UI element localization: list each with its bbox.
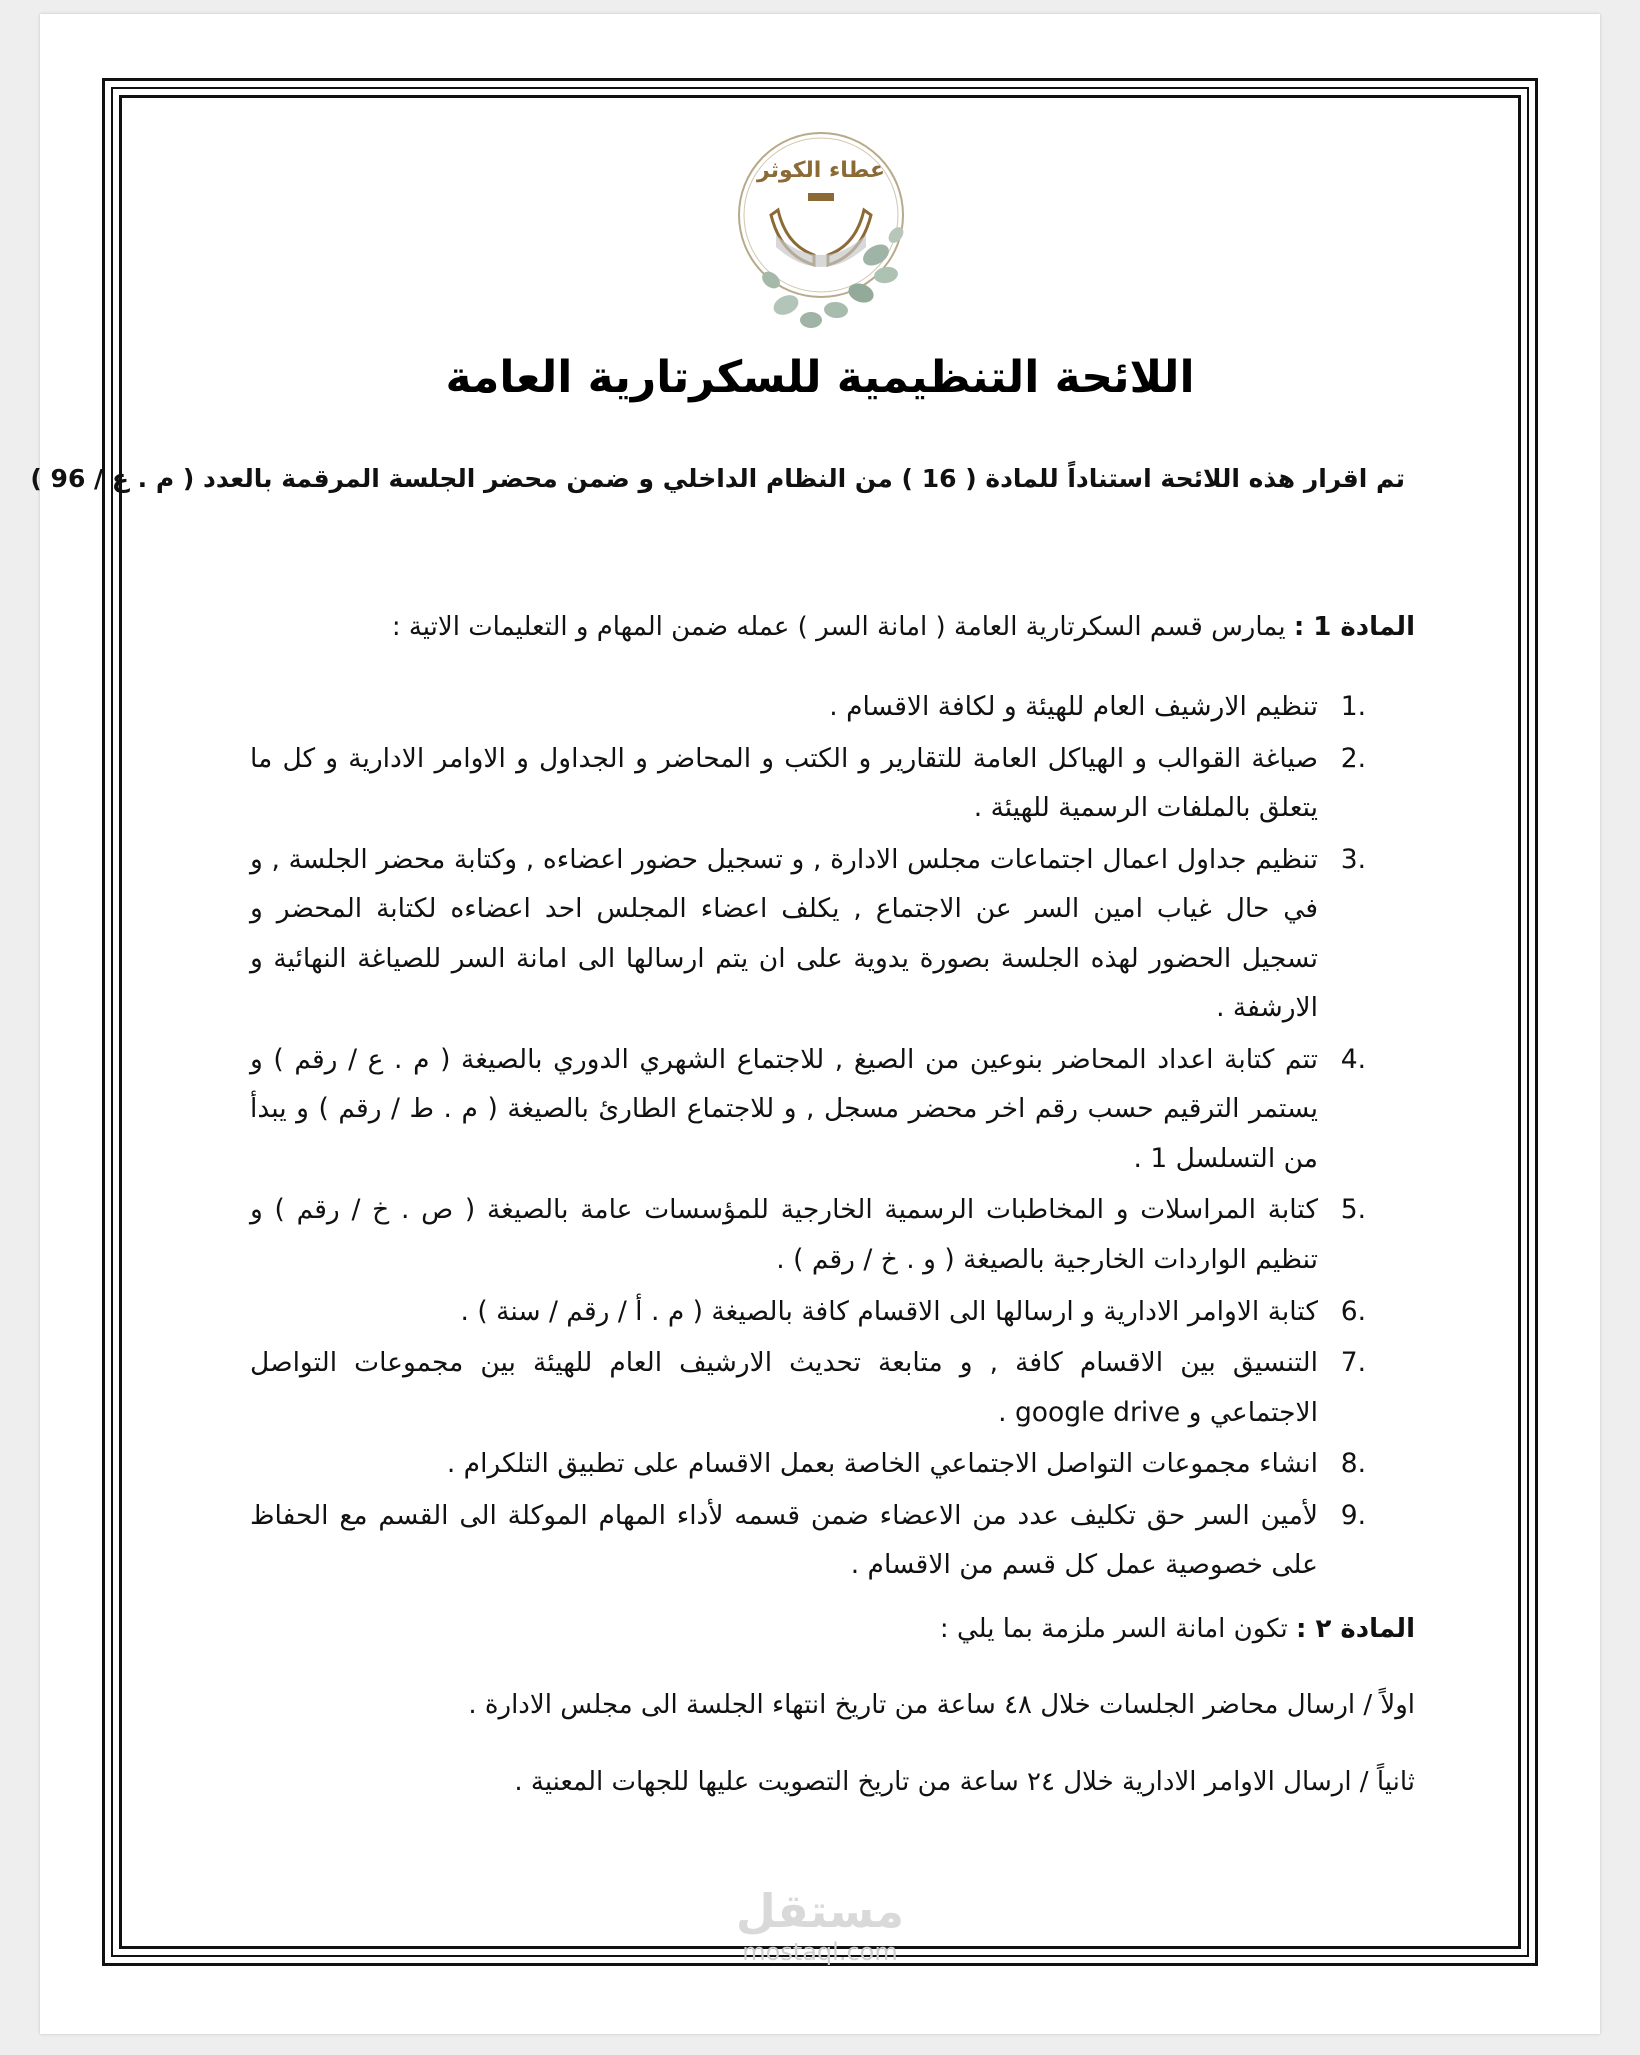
list-item-text: التنسيق بين الاقسام كافة , و متابعة تحديث الارشيف العام للهيئة بين مجموعات التواصل الاجتماعي و google drive . bbox=[250, 1347, 1318, 1428]
article-1-label: المادة 1 : bbox=[1293, 612, 1415, 642]
list-item-text: صياغة القوالب و الهياكل العامة للتقارير و الكتب و المحاضر و الجداول و الاوامر الادارية و كل ما يتعلق بالملفات الرسمية للهيئة . bbox=[250, 742, 1318, 824]
article-2-label: المادة ٢ : bbox=[1296, 1614, 1415, 1644]
list-item-number: 7. bbox=[1340, 1347, 1366, 1379]
watermark-arabic: مستقل bbox=[735, 1884, 905, 1938]
list-item-number: 3. bbox=[1340, 843, 1366, 875]
list-item-number: 4. bbox=[1340, 1043, 1366, 1075]
hands-emblem-icon bbox=[771, 193, 871, 267]
article-1-list bbox=[250, 682, 1366, 1592]
list-item bbox=[250, 1185, 1366, 1284]
list-item bbox=[250, 835, 1366, 1033]
obligation-first: اولاً / ارسال محاضر الجلسات خلال ٤٨ ساعة من تاريخ انتهاء الجلسة الى مجلس الادارة . bbox=[468, 1690, 1415, 1720]
list-item-number: 6. bbox=[1340, 1295, 1366, 1327]
logo-text: عطاء الكوثر bbox=[757, 158, 885, 183]
list-item bbox=[250, 1287, 1366, 1337]
document-title: اللائحة التنظيمية للسكرتارية العامة bbox=[445, 352, 1195, 403]
list-item-text: تنظيم الارشيف العام للهيئة و لكافة الاقسام . bbox=[829, 691, 1318, 722]
list-item-text: انشاء مجموعات التواصل الاجتماعي الخاصة بعمل الاقسام على تطبيق التلكرام . bbox=[446, 1448, 1318, 1480]
list-item-number: 5. bbox=[1340, 1194, 1366, 1226]
article-1-intro: يمارس قسم السكرتارية العامة ( امانة السر ) عمله ضمن المهام و التعليمات الاتية : bbox=[391, 612, 1294, 642]
list-item bbox=[250, 1439, 1366, 1489]
list-item-number: 2. bbox=[1340, 742, 1366, 774]
list-item bbox=[250, 682, 1366, 732]
list-item bbox=[250, 1338, 1366, 1437]
obligation-second: ثانياً / ارسال الاوامر الادارية خلال ٢٤ ساعة من تاريخ التصويت عليها للجهات المعنية . bbox=[514, 1767, 1415, 1797]
list-item-text: كتابة الاوامر الادارية و ارسالها الى الاقسام كافة بالصيغة ( م . أ / رقم / سنة ) . bbox=[460, 1295, 1318, 1327]
watermark-latin: mostaql.com bbox=[742, 1938, 898, 1966]
watermark bbox=[720, 1884, 920, 1966]
organization-logo bbox=[726, 115, 916, 345]
list-item-number: 8. bbox=[1340, 1448, 1366, 1480]
list-item-text: تنظيم جداول اعمال اجتماعات مجلس الادارة , و تسجيل حضور اعضاءه , وكتابة محضر الجلسة , و في حال غياب امين السر عن الاجتماع , يكلف اعضاء المجلس احد اعضاءه لكتابة المحضر و تسجيل الحضور لهذه الجلسة بصورة يدوية على ان يتم ارسالها الى امانة السر للصياغة النهائية و الارشفة . bbox=[250, 843, 1318, 1024]
list-item bbox=[250, 734, 1366, 833]
article-2-heading bbox=[225, 1612, 1415, 1647]
list-item bbox=[250, 1035, 1366, 1184]
list-item bbox=[250, 1491, 1366, 1590]
list-item-number: 1. bbox=[1340, 691, 1366, 722]
list-item-text: لأمين السر حق تكليف عدد من الاعضاء ضمن قسمه لأداء المهام الموكلة الى القسم مع الحفاظ على خصوصية عمل كل قسم من الاقسام . bbox=[250, 1499, 1318, 1581]
approval-statement: تم اقرار هذه اللائحة استناداً للمادة ( 16 ) من النظام الداخلي و ضمن محضر الجلسة المرقمة بالعدد ( م . ع / 96 ) bbox=[30, 464, 1405, 493]
list-item-text: كتابة المراسلات و المخاطبات الرسمية الخارجية للمؤسسات عامة بالصيغة ( ص . خ / رقم ) و تنظيم الواردات الخارجية بالصيغة ( و . خ / رقم ) . bbox=[250, 1194, 1318, 1276]
list-item-number: 9. bbox=[1340, 1499, 1366, 1531]
article-2-intro: تكون امانة السر ملزمة بما يلي : bbox=[939, 1614, 1297, 1644]
article-1-heading bbox=[225, 610, 1415, 645]
list-item-text: تتم كتابة اعداد المحاضر بنوعين من الصيغ , للاجتماع الشهري الدوري بالصيغة ( م . ع / رقم ) و يستمر الترقيم حسب رقم اخر محضر مسجل , و للاجتماع الطارئ بالصيغة ( م . ط / رقم ) و يبدأ من التسلسل 1 . bbox=[250, 1043, 1318, 1174]
